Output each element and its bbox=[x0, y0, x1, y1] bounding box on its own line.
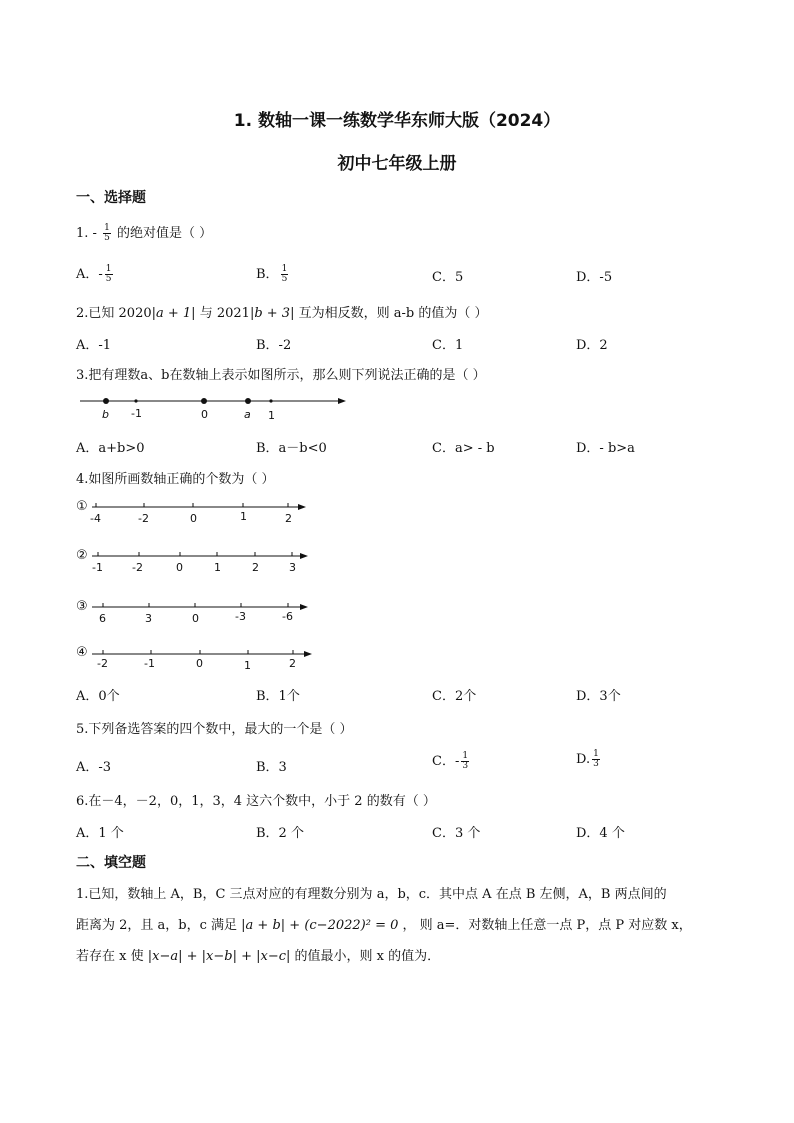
label-zero: 0 bbox=[201, 408, 208, 421]
q2-option-d[interactable]: D．2 bbox=[576, 338, 608, 353]
fill-question-1-line-3: 若存在 x 使 |x−a| + |x−b| + |x−c| 的值最小，则 x 的值为． bbox=[76, 949, 441, 964]
q5-option-b[interactable]: B．3 bbox=[256, 760, 287, 775]
q6-option-a[interactable]: A．1 个 bbox=[76, 826, 124, 841]
question-1-fraction: $\frac{1}{5}$ bbox=[104, 223, 110, 243]
page-subtitle: 初中七年级上册 bbox=[337, 154, 457, 174]
expression-b-plus-3: |b + 3| bbox=[249, 306, 295, 321]
axis-4-tick-label: -1 bbox=[144, 657, 155, 670]
q3-option-d[interactable]: D．- b>a bbox=[576, 441, 635, 456]
q5-option-c[interactable]: C．- $\frac{1}{3}$ bbox=[432, 751, 469, 771]
label-a: a bbox=[244, 408, 251, 421]
axis-3-tick-label: -6 bbox=[282, 610, 293, 623]
axis-3-tick-label: 0 bbox=[192, 612, 199, 625]
label-neg1: -1 bbox=[131, 407, 142, 420]
q3-option-a[interactable]: A．a+b>0 bbox=[76, 441, 145, 456]
page-title: 1. 数轴一课一练数学华东师大版（2024） bbox=[233, 111, 561, 131]
label-b: b bbox=[102, 408, 109, 421]
q4-number-line-3 bbox=[76, 596, 316, 628]
section-heading-choice: 一、选择题 bbox=[76, 190, 146, 206]
axis-1-arrow bbox=[298, 504, 306, 510]
axis-1-tick-label: 2 bbox=[285, 512, 292, 525]
axis-3-tick-label: -3 bbox=[235, 610, 246, 623]
axis-4-tick-label: 0 bbox=[196, 657, 203, 670]
axis-4-tick-label: 2 bbox=[289, 657, 296, 670]
q1-option-a[interactable]: A．- $\frac{1}{5}$ bbox=[76, 264, 112, 284]
axis-2-tick-label: 0 bbox=[176, 561, 183, 574]
question-3: 3.把有理数a、b在数轴上表示如图所示，那么则下列说法正确的是（ ） bbox=[76, 368, 486, 383]
axis-2-tick-label: -2 bbox=[132, 561, 143, 574]
question-1 bbox=[76, 222, 212, 243]
q4-option-d[interactable]: D．3个 bbox=[576, 689, 621, 704]
q6-option-c[interactable]: C．3 个 bbox=[432, 826, 481, 841]
axis-2-arrow bbox=[300, 553, 308, 559]
q4-option-c[interactable]: C．2个 bbox=[432, 689, 477, 704]
q5-option-d[interactable]: D. $\frac{1}{3}$ bbox=[576, 749, 599, 769]
question-6: 6.在－4，－2，0，1，3，4 这六个数中，小于 2 的数有（ ） bbox=[76, 794, 436, 809]
question-2: 2.已知 2020|a + 1| 与 2021|b + 3| 互为相反数，则 a-b 的值为（ ） bbox=[76, 306, 488, 321]
axis-3-marker: ③ bbox=[76, 599, 88, 614]
fill-1-condition-expression: |a + b| + (c−2022)² = 0 bbox=[241, 918, 399, 933]
q4-number-line-4 bbox=[76, 642, 322, 676]
question-1-prefix: 1. - bbox=[76, 226, 97, 241]
point-one bbox=[269, 399, 272, 402]
q4-number-line-2 bbox=[76, 545, 316, 577]
axis-1-tick-label: 0 bbox=[190, 512, 197, 525]
q1-option-b[interactable]: B． $\frac{1}{5}$ bbox=[256, 264, 288, 284]
q4-number-line-1 bbox=[76, 496, 316, 528]
q1-option-c[interactable]: C．5 bbox=[432, 270, 464, 285]
axis-2-marker: ② bbox=[76, 548, 88, 563]
question-1-suffix: 的绝对值是（ ） bbox=[116, 226, 213, 241]
question-5: 5.下列备选答案的四个数中，最大的一个是（ ） bbox=[76, 722, 353, 737]
q3-option-c[interactable]: C．a> - b bbox=[432, 441, 495, 456]
point-b bbox=[103, 398, 109, 404]
axis-4-tick-label: 1 bbox=[244, 659, 251, 672]
point-a bbox=[245, 398, 251, 404]
q1-option-d[interactable]: D．-5 bbox=[576, 270, 613, 285]
q2-option-a[interactable]: A．-1 bbox=[76, 338, 112, 353]
axis-2-tick-label: -1 bbox=[92, 561, 103, 574]
axis-3-tick-label: 3 bbox=[145, 612, 152, 625]
q2-option-b[interactable]: B．-2 bbox=[256, 338, 292, 353]
axis-1-tick-label: -2 bbox=[138, 512, 149, 525]
q2-option-c[interactable]: C．1 bbox=[432, 338, 464, 353]
axis-3-arrow bbox=[300, 604, 308, 610]
q4-option-b[interactable]: B．1个 bbox=[256, 689, 300, 704]
fill-question-1-line-1: 1.已知，数轴上 A，B，C 三点对应的有理数分别为 a，b，c．其中点 A 在点 B 左侧，A，B 两点间的 bbox=[76, 887, 667, 902]
label-one: 1 bbox=[268, 409, 275, 422]
axis-4-marker: ④ bbox=[76, 645, 88, 660]
axis-2-tick-label: 2 bbox=[252, 561, 259, 574]
q5-option-a[interactable]: A．-3 bbox=[76, 760, 112, 775]
section-heading-fill: 二、填空题 bbox=[76, 855, 146, 871]
point-zero bbox=[201, 398, 207, 404]
fill-question-1-line-2: 距离为 2，且 a，b，c 满足 |a + b| + (c−2022)² = 0 ， 则 a=．对数轴上任意一点 P，点 P 对应数 x， bbox=[76, 918, 692, 933]
q4-option-a[interactable]: A．0个 bbox=[76, 689, 120, 704]
q6-option-b[interactable]: B．2 个 bbox=[256, 826, 304, 841]
fill-1-distance-expression: |x−a| + |x−b| + |x−c| bbox=[147, 949, 291, 964]
axis-1-tick-label: -4 bbox=[90, 512, 101, 525]
axis-1-marker: ① bbox=[76, 499, 88, 514]
q3-option-b[interactable]: B．a－b<0 bbox=[256, 441, 327, 456]
expression-a-plus-1: |a + 1| bbox=[151, 306, 196, 321]
axis-2-tick-label: 1 bbox=[214, 561, 221, 574]
q6-option-d[interactable]: D．4 个 bbox=[576, 826, 625, 841]
axis-3-tick-label: 6 bbox=[99, 612, 106, 625]
axis-4-arrow bbox=[304, 651, 312, 657]
question-4: 4.如图所画数轴正确的个数为（ ） bbox=[76, 472, 275, 487]
axis-1-tick-label: 1 bbox=[240, 510, 247, 523]
q3-number-line bbox=[76, 390, 356, 426]
axis-2-tick-label: 3 bbox=[289, 561, 296, 574]
point-neg1 bbox=[134, 399, 137, 402]
axis-4-tick-label: -2 bbox=[97, 657, 108, 670]
axis-arrow bbox=[338, 398, 346, 404]
